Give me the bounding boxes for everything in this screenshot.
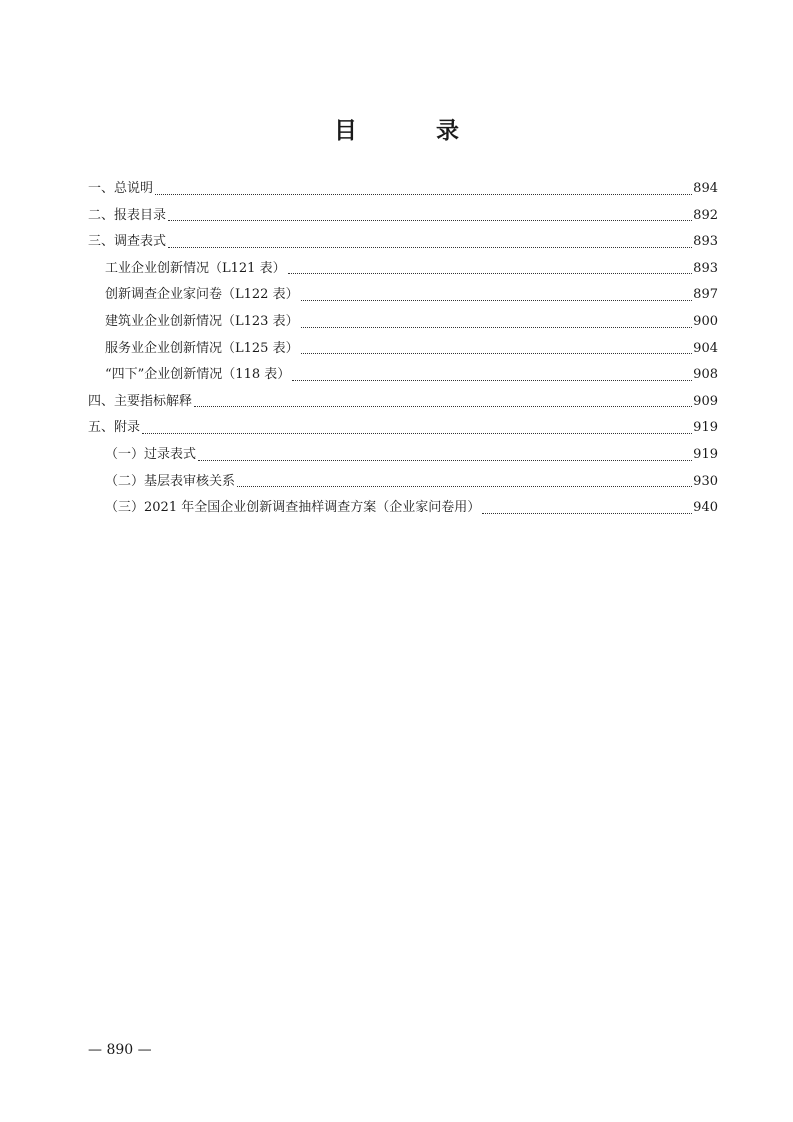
toc-entry[interactable] xyxy=(88,389,718,416)
page-title: 目 录 xyxy=(334,118,487,144)
toc-entry-page: 919 xyxy=(693,420,718,436)
toc-entry-page: 892 xyxy=(693,207,718,223)
toc-entry-page: 897 xyxy=(693,287,718,303)
toc-entry-page: 900 xyxy=(693,313,718,329)
toc-subentry[interactable] xyxy=(88,282,718,309)
toc-entry-label: （三）2021 年全国企业创新调查抽样调查方案（企业家问卷用） xyxy=(105,500,481,516)
toc-entry[interactable] xyxy=(88,176,718,203)
toc-entry-label: （二）基层表审核关系 xyxy=(105,473,236,489)
toc-leader-dots xyxy=(155,194,692,195)
toc-subentry[interactable] xyxy=(88,442,718,469)
toc-leader-dots xyxy=(292,380,692,381)
toc-leader-dots xyxy=(288,273,693,274)
toc-leader-dots xyxy=(301,300,693,301)
toc-leader-dots xyxy=(482,513,692,514)
toc-leader-dots xyxy=(301,353,693,354)
toc-subentry[interactable] xyxy=(88,309,718,336)
table-of-contents xyxy=(88,176,718,522)
toc-entry-page: 930 xyxy=(693,473,718,489)
toc-entry-label: “四下”企业创新情况（118 表） xyxy=(105,367,291,383)
toc-entry-label: 四、主要指标解释 xyxy=(88,393,193,409)
toc-leader-dots xyxy=(198,460,692,461)
toc-entry-label: 五、附录 xyxy=(88,420,141,436)
toc-entry-page: 919 xyxy=(693,446,718,462)
toc-entry-label: 工业企业创新情况（L121 表） xyxy=(105,260,286,276)
toc-entry-label: 二、报表目录 xyxy=(88,207,167,223)
toc-entry[interactable] xyxy=(88,203,718,230)
toc-leader-dots xyxy=(301,327,693,328)
toc-entry-label: 建筑业企业创新情况（L123 表） xyxy=(105,313,299,329)
toc-entry[interactable] xyxy=(88,415,718,442)
toc-subentry[interactable] xyxy=(88,336,718,363)
toc-entry-label: 一、总说明 xyxy=(88,181,154,196)
toc-entry[interactable] xyxy=(88,229,718,256)
toc-entry-page: 904 xyxy=(693,340,718,356)
toc-leader-dots xyxy=(194,406,692,407)
toc-entry-page: 909 xyxy=(693,393,718,409)
toc-entry-label: 服务业企业创新情况（L125 表） xyxy=(105,340,299,356)
toc-entry-page: 894 xyxy=(693,181,718,196)
toc-entry-label: 创新调查企业家问卷（L122 表） xyxy=(105,287,299,303)
toc-subentry[interactable] xyxy=(88,469,718,496)
toc-entry-page: 893 xyxy=(693,234,718,250)
page-number: — 890 — xyxy=(88,1042,152,1058)
toc-subentry[interactable] xyxy=(88,256,718,283)
toc-leader-dots xyxy=(237,486,692,487)
toc-entry-label: （一）过录表式 xyxy=(105,446,197,462)
toc-entry-page: 908 xyxy=(693,367,718,383)
toc-subentry[interactable] xyxy=(88,495,718,522)
toc-entry-label: 三、调查表式 xyxy=(88,234,167,250)
toc-subentry[interactable] xyxy=(88,362,718,389)
toc-leader-dots xyxy=(168,220,692,221)
toc-leader-dots xyxy=(168,247,692,248)
toc-entry-page: 940 xyxy=(693,500,718,516)
toc-entry-page: 893 xyxy=(693,260,718,276)
toc-leader-dots xyxy=(142,433,692,434)
